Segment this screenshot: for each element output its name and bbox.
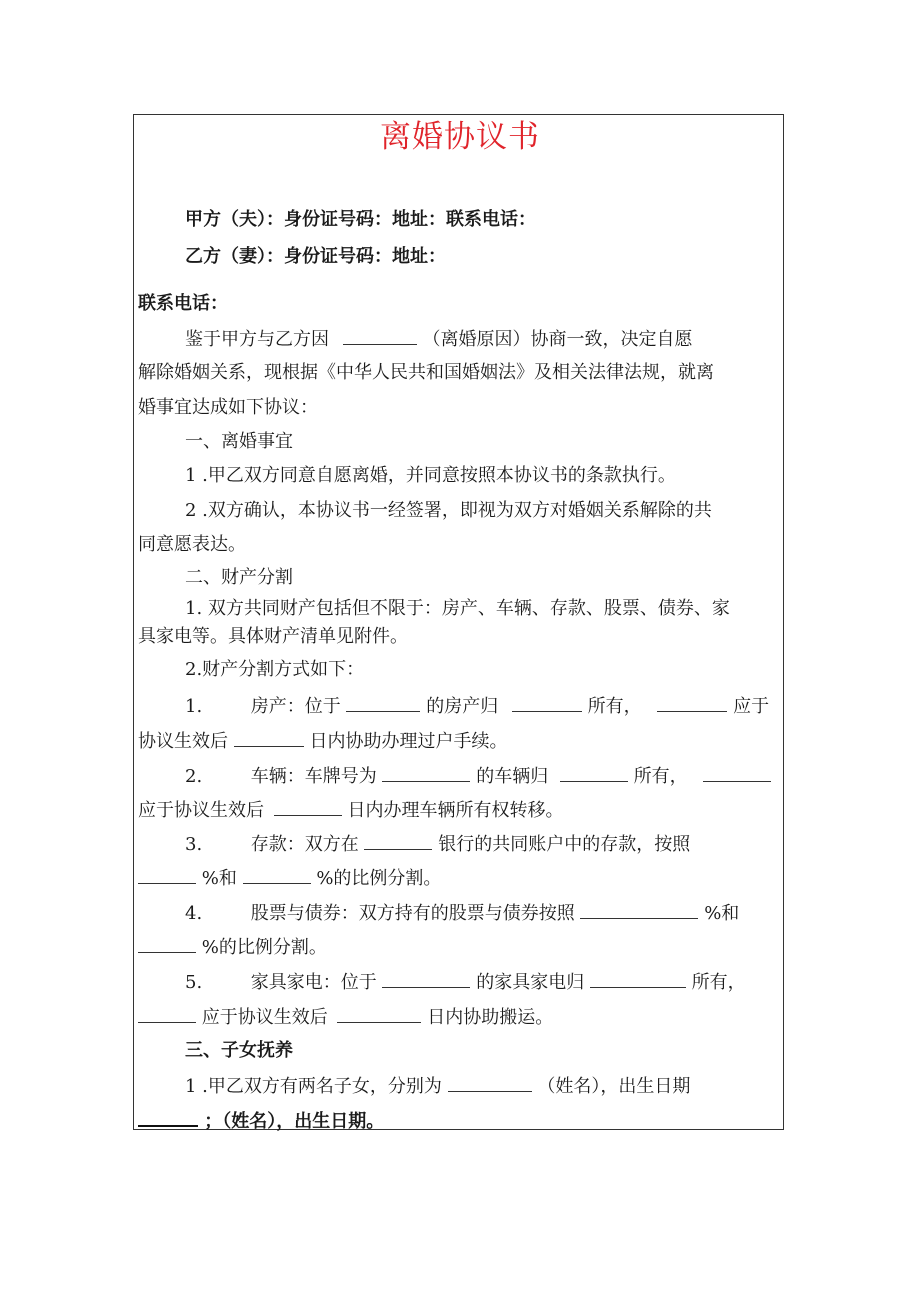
property-deposit-line-2 bbox=[138, 865, 441, 891]
section-2-item-2: 2.财产分割方式如下： bbox=[185, 659, 365, 680]
section-1-heading: 一、离婚事宜 bbox=[185, 431, 293, 452]
intro-line-3: 婚事宜达成如下协议： bbox=[138, 397, 318, 418]
section-2-item-1b: 具家电等。具体财产清单见附件。 bbox=[138, 626, 408, 647]
vehicle-owner-blank bbox=[560, 763, 628, 782]
property-furniture-line-1 bbox=[185, 969, 746, 995]
item-text: %的比例分割。 bbox=[201, 937, 327, 958]
item-text: %和 bbox=[201, 868, 237, 889]
property-stocks-line-1 bbox=[185, 900, 739, 926]
property-house-line-2 bbox=[138, 728, 507, 754]
property-furniture-line-2 bbox=[138, 1004, 553, 1030]
stocks-ratio-b-blank bbox=[138, 934, 196, 953]
property-stocks-line-2 bbox=[138, 934, 327, 960]
furniture-days-blank bbox=[337, 1004, 421, 1023]
item-number: 4. bbox=[185, 903, 203, 924]
item-text: 协议生效后 bbox=[138, 731, 228, 752]
vehicle-days-blank bbox=[274, 797, 342, 816]
plate-number-blank bbox=[382, 763, 470, 782]
item-text: 房产：位于 bbox=[250, 696, 341, 717]
house-owner-blank bbox=[512, 693, 582, 712]
property-house-line-1 bbox=[185, 693, 769, 719]
property-vehicle-line-2 bbox=[138, 797, 563, 823]
item-text: 1 .甲乙双方有两名子女，分别为 bbox=[185, 1076, 442, 1097]
item-text: %和 bbox=[704, 903, 740, 924]
intro-text-b: （离婚原因）协商一致，决定自愿 bbox=[422, 329, 693, 350]
intro-text-a: 鉴于甲方与乙方因 bbox=[185, 329, 329, 350]
party-b-line: 乙方（妻）：身份证号码：地址： bbox=[185, 246, 446, 267]
item-text: 的房产归 bbox=[426, 696, 499, 717]
intro-line-1 bbox=[185, 326, 692, 352]
section-1-item-1: 1 .甲乙双方同意自愿离婚，并同意按照本协议书的条款执行。 bbox=[185, 465, 676, 486]
item-number: 3. bbox=[185, 834, 203, 855]
section-2-item-1a: 1. 双方共同财产包括但不限于：房产、车辆、存款、股票、债券、家 bbox=[185, 598, 730, 619]
item-text: 应于协议生效后 bbox=[138, 800, 264, 821]
furniture-location-blank bbox=[382, 969, 470, 988]
party-a-line: 甲方（夫）：身份证号码：地址：联系电话： bbox=[185, 209, 536, 230]
item-text: 所有， bbox=[691, 972, 746, 993]
item-number: 1. bbox=[185, 696, 203, 717]
deposit-ratio-a-blank bbox=[138, 865, 196, 884]
stocks-ratio-a-blank bbox=[580, 900, 698, 919]
property-deposit-line-1 bbox=[185, 831, 690, 857]
item-text: 所有， bbox=[587, 696, 642, 717]
item-text: 应于协议生效后 bbox=[201, 1007, 328, 1028]
item-text: 银行的共同账户中的存款，按照 bbox=[438, 834, 691, 855]
section-1-item-2b: 同意愿表达。 bbox=[138, 534, 246, 555]
item-text: 日内协助办理过户手续。 bbox=[309, 731, 508, 752]
child-1-name-blank bbox=[448, 1073, 532, 1092]
furniture-owner-blank bbox=[590, 969, 686, 988]
deposit-ratio-b-blank bbox=[243, 865, 311, 884]
section-3-item-1a bbox=[185, 1073, 690, 1099]
item-text: 日内协助搬运。 bbox=[427, 1007, 554, 1028]
item-text: 所有， bbox=[633, 766, 688, 787]
intro-line-2: 解除婚姻关系，现根据《中华人民共和国婚姻法》及相关法律法规，就离 bbox=[138, 362, 714, 383]
furniture-party-blank bbox=[138, 1004, 196, 1023]
item-text: %的比例分割。 bbox=[316, 868, 442, 889]
item-text: ；（姓名），出生日期。 bbox=[204, 1111, 385, 1132]
reason-blank bbox=[343, 326, 417, 345]
section-1-item-2a: 2 .双方确认，本协议书一经签署，即视为双方对婚姻关系解除的共 bbox=[185, 500, 712, 521]
item-text: 日内办理车辆所有权转移。 bbox=[347, 800, 564, 821]
house-days-blank bbox=[234, 728, 304, 747]
item-text: 的家具家电归 bbox=[476, 972, 585, 993]
item-text: （姓名），出生日期 bbox=[537, 1076, 691, 1097]
item-number: 2. bbox=[185, 766, 203, 787]
item-text: 存款：双方在 bbox=[250, 834, 359, 855]
item-number: 5. bbox=[185, 972, 203, 993]
house-party-blank bbox=[657, 693, 727, 712]
vehicle-party-blank bbox=[703, 763, 771, 782]
section-3-heading: 三、子女抚养 bbox=[185, 1040, 293, 1061]
child-1-birth-blank bbox=[138, 1107, 198, 1127]
contact-line: 联系电话： bbox=[138, 293, 228, 314]
item-text: 应于 bbox=[733, 696, 770, 717]
bank-name-blank bbox=[364, 831, 432, 850]
item-text: 股票与债券：双方持有的股票与债券按照 bbox=[250, 903, 575, 924]
section-2-heading: 二、财产分割 bbox=[185, 567, 293, 588]
document-title: 离婚协议书 bbox=[380, 119, 540, 155]
property-vehicle-line-1 bbox=[185, 763, 771, 789]
item-text: 车辆：车牌号为 bbox=[250, 766, 377, 787]
item-text: 家具家电：位于 bbox=[250, 972, 377, 993]
section-3-item-1b bbox=[138, 1107, 384, 1134]
item-text: 的车辆归 bbox=[476, 766, 549, 787]
house-location-blank bbox=[346, 693, 420, 712]
